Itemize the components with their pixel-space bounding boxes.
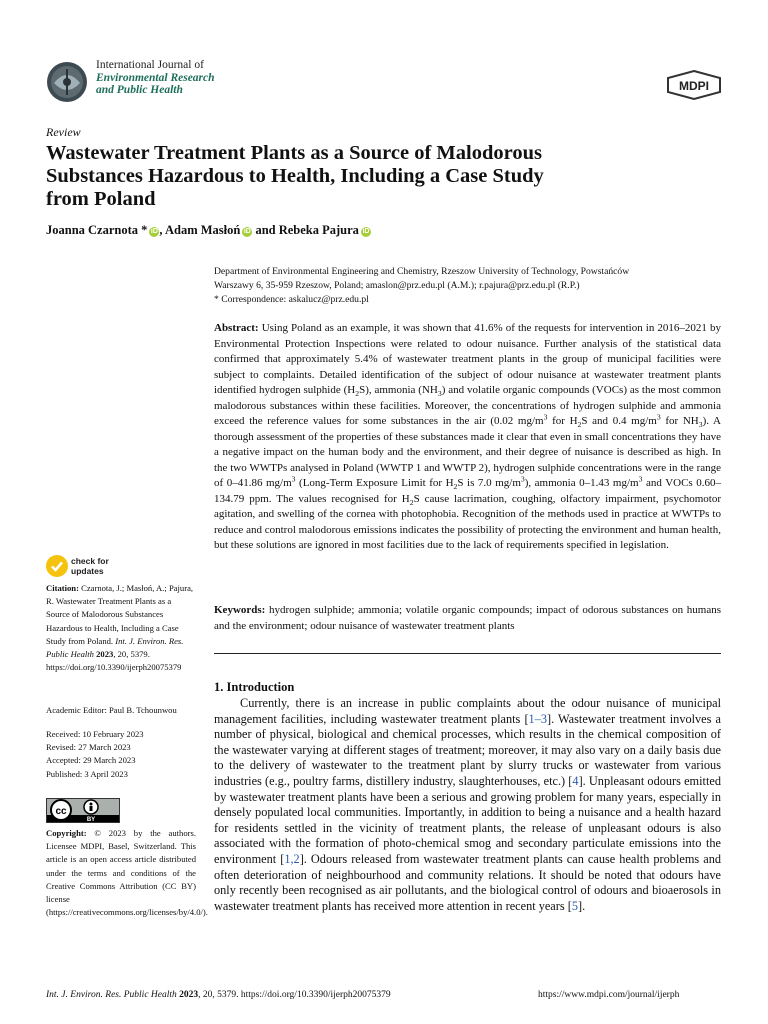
publisher-name: MDPI xyxy=(679,79,709,93)
abstract-text: ) and volatile organic compounds (VOCs) as the most common malodorous substances within these facilities. Moreover, the concentrations of hydrogen sulphide and ammonia exceed the reference values for some substances in the air (0.02 mg/m xyxy=(214,384,721,427)
by-label: BY xyxy=(86,817,96,822)
title-line: Wastewater Treatment Plants as a Source of Malodorous xyxy=(46,142,542,164)
subscript: 2 xyxy=(577,420,582,430)
keywords-label: Keywords: xyxy=(214,604,266,616)
abstract-text: S is 7.0 mg/m xyxy=(457,477,521,489)
subscript: 2 xyxy=(453,482,458,492)
orcid-icon[interactable]: iD xyxy=(362,228,370,235)
date-revised: Revised: 27 March 2023 xyxy=(46,742,131,753)
check-updates-line1: check for xyxy=(71,556,109,566)
subscript: 3 xyxy=(698,420,703,430)
footer-journal: Int. J. Environ. Res. Public Health xyxy=(46,990,177,1000)
superscript: 3 xyxy=(543,412,548,422)
subscript: 3 xyxy=(437,389,442,399)
abstract-text: S cause lacrimation, coughing, olfactory impairment, psychomotor agitation, and swelling of the cornea with photophobia. Recognition of the methods used in practice at WWTPs to reduce and control malodorous emissions indicates the possibility of protecting the environment and human health, but these solutions are ignored in most facilities due to the lack of requirements specified in legislation. xyxy=(214,492,721,551)
abstract-text: Using Poland as an example, it was shown that 41.6% of the requests for intervention in 2016–2021 by Environmental Protection Inspections were related to odour nuisance. Further analysis of the statistical data confirmed that approximately 5.4% of wastewater treatment plants in the group of municipal facilities were subject to complaints. Detailed identification of the subject of odour nuisance at wastewater treatment plants identified hydrogen sulphide (H xyxy=(214,322,721,396)
copyright-label: Copyright: xyxy=(46,828,87,838)
citation-journal: Int. J. Environ. Res. Public Health xyxy=(46,635,184,660)
cc-by-license-icon[interactable] xyxy=(46,798,120,823)
subscript: 2 xyxy=(409,497,414,507)
keywords-text: hydrogen sulphide; ammonia; volatile organic compounds; impact of odorous substances on humans and the environment; odour nuisance of wastewater treatment plants xyxy=(214,604,721,632)
date-received: Received: 10 February 2023 xyxy=(46,729,144,739)
date-accepted: Accepted: 29 March 2023 xyxy=(46,755,136,766)
journal-name xyxy=(96,59,215,97)
abstract-text: ), ammonia 0–1.43 mg/m xyxy=(524,477,639,489)
introduction-paragraph xyxy=(214,696,721,914)
author-name[interactable]: Rebeka Pajura xyxy=(278,223,359,237)
footer-doi[interactable]: , 20, 5379. https://doi.org/10.3390/ijerph20075379 xyxy=(198,990,391,1000)
author-list: Joanna Czarnota * iD , Adam Masłoń iD and Rebeka Pajura iD xyxy=(46,223,370,237)
citation-block xyxy=(46,582,196,674)
academic-editor: Academic Editor: Paul B. Tchounwou xyxy=(46,705,177,715)
abstract xyxy=(214,321,721,554)
title-line: from Poland xyxy=(46,188,156,210)
mdpi-logo-icon xyxy=(666,70,722,100)
superscript: 3 xyxy=(638,474,643,484)
body-text: ]. Odours released from wastewater treatment plants can cause health problems and often deterioration of neighbourhood and community relations. It should be noted that odours have only recently been recognised as air pollutants, and the biological control of odours and bioaerosols in wastewater treatment plants has received more attention in recent years [ xyxy=(214,851,721,913)
superscript: 3 xyxy=(291,474,296,484)
check-updates-line2: updates xyxy=(71,565,104,576)
check-for-updates-button[interactable] xyxy=(71,557,109,576)
citation-text: Czarnota, J.; Masłoń, A.; Pajura, R. Wastewater Treatment Plants as a Source of Malodorous Substances Hazardous to Health, Including a Case Study from Poland. xyxy=(46,583,194,646)
body-text: Currently, there is an increase in public complaints about the odour nuisance of municipal management facilities, including wastewater treatment plants [ xyxy=(214,696,721,726)
abstract-text: ). A thorough assessment of the properties of these substances made it clear that even in small concentrations they have a negative impact on the human body and the environment, and their degree of nuisance is described as high. In the two WWTPs analysed in Poland (WWTP 1 and WWTP 2), hydrogen sulphide concentrations were in the range of 0–41.86 mg/m xyxy=(214,415,721,489)
cc-label: cc xyxy=(55,806,67,817)
date-published: Published: 3 April 2023 xyxy=(46,768,128,779)
superscript: 3 xyxy=(520,474,525,484)
footer-citation xyxy=(46,990,391,1000)
body-text: ]. xyxy=(577,898,586,913)
citation-doi[interactable]: , 20, 5379. https://doi.org/10.3390/ijerph20075379 xyxy=(46,649,182,673)
abstract-text: for NH xyxy=(660,415,699,427)
citation-year: 2023 xyxy=(93,649,114,660)
body-text: ]. Unpleasant odours emitted by wastewater treatment plants have been a serious and growing problem for many years, especially in densely populated local communities. Importantly, in addition to being a nuisance and a health hazard for residents settled in the vicinity of treatment plants, the release of unpleasant odours is also associated with the formation of photo-chemical smog and secondary particulate emissions into the environment [ xyxy=(214,773,721,866)
article-title xyxy=(46,142,686,211)
author-conjunction: and xyxy=(255,223,276,237)
title-line: Substances Hazardous to Health, Including a Case Study xyxy=(46,165,544,187)
subscript: 2 xyxy=(355,389,360,399)
abstract-text: S and 0.4 mg/m xyxy=(581,415,657,427)
section-heading: 1. Introduction xyxy=(214,680,295,694)
affiliation-line: Warszawy 6, 35-959 Rzeszow, Poland; amaslon@prz.edu.pl (A.M.); r.pajura@prz.edu.pl (R.P.) xyxy=(214,280,580,291)
body-text: ]. Wastewater treatment involves a number of physical, biological and chemical processes, which results in the chemical composition of the wastewater varying at different stages of treatment; moreover, it may also vary on a daily basis due to the delivery of wastewater to the treatment plant by slurry trucks or wastewater from various industries (e.g., poultry farms, distillery industry, slaughterhouses, etc.) [ xyxy=(214,711,721,788)
journal-logo-icon xyxy=(46,61,88,103)
copyright-text: © 2023 by the authors. Licensee MDPI, Basel, Switzerland. This article is an open access article distributed under the terms and conditions of the Creative Commons Attribution (CC BY) license (https://creativecommons.org/licenses/by/4.0/). xyxy=(46,828,208,918)
affiliation-line: Department of Environmental Engineering and Chemistry, Rzeszow University of Technology, Powstańców xyxy=(214,266,630,277)
citation-link[interactable]: 1,2 xyxy=(284,851,300,866)
author-name[interactable]: Adam Masłoń xyxy=(164,223,241,237)
journal-name-line3: and Public Health xyxy=(96,84,183,96)
citation-label: Citation: xyxy=(46,583,79,593)
citation-link[interactable]: 5 xyxy=(571,898,578,913)
journal-name-line2: Environmental Research xyxy=(96,71,215,84)
abstract-text: S), ammonia (NH xyxy=(359,384,438,396)
orcid-icon[interactable]: iD xyxy=(243,228,251,235)
footer-journal-url[interactable]: https://www.mdpi.com/journal/ijerph xyxy=(538,990,680,1000)
check-for-updates-icon[interactable] xyxy=(46,555,68,577)
citation-link[interactable]: 4 xyxy=(572,773,579,788)
affiliation xyxy=(214,265,724,307)
keywords xyxy=(214,603,721,634)
abstract-text: for H xyxy=(547,415,578,427)
article-type: Review xyxy=(46,125,81,139)
superscript: 3 xyxy=(656,412,661,422)
footer-year: 2023 xyxy=(176,990,199,1000)
orcid-icon[interactable]: iD xyxy=(150,228,158,235)
article-dates xyxy=(46,728,196,781)
citation-link[interactable]: 1–3 xyxy=(528,711,547,726)
journal-name-line1: International Journal of xyxy=(96,59,204,71)
author-name[interactable]: Joanna Czarnota * xyxy=(46,223,148,237)
abstract-text: and VOCs 0.60–134.79 ppm. The values recognised for H xyxy=(214,477,721,505)
abstract-text: (Long-Term Exposure Limit for H xyxy=(295,477,454,489)
section-divider xyxy=(214,653,721,654)
abstract-label: Abstract: xyxy=(214,322,259,334)
copyright-notice xyxy=(46,827,208,919)
correspondence-line: * Correspondence: askalucz@prz.edu.pl xyxy=(214,294,369,305)
